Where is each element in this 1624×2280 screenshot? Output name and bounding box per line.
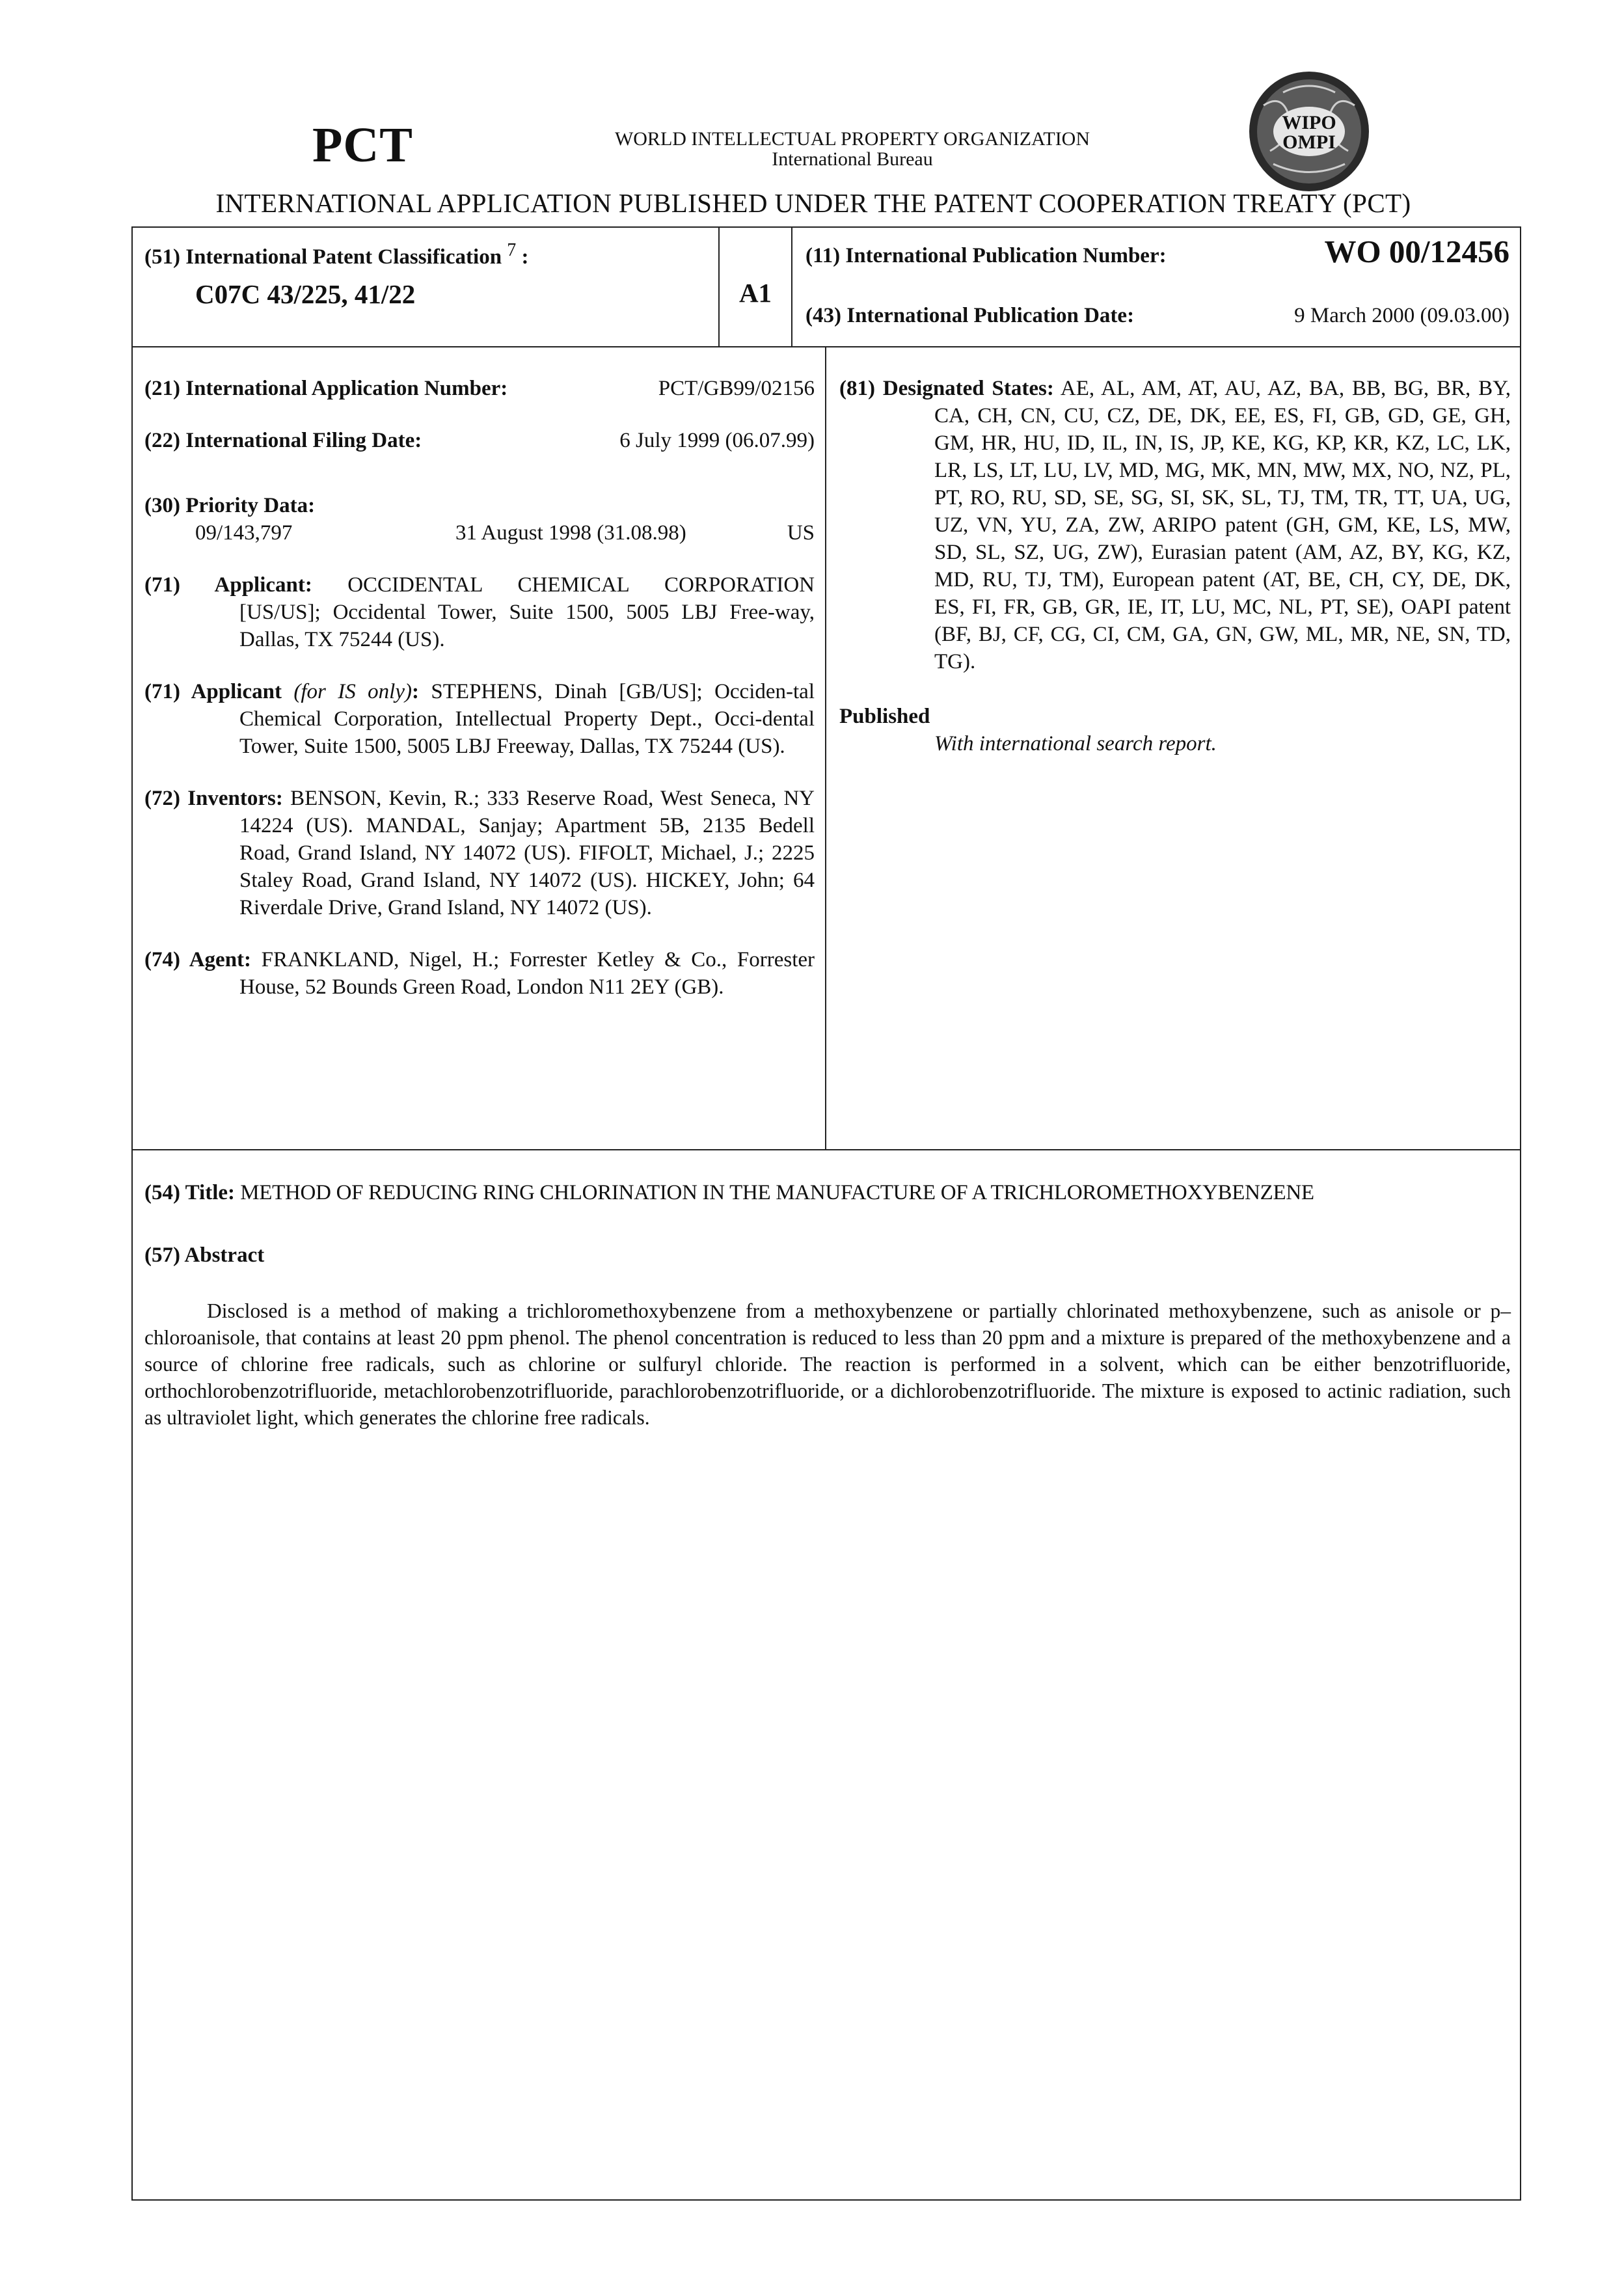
agent-block: [144, 946, 815, 1001]
publication-date-label: (43) International Publication Date:: [805, 304, 1135, 327]
designated-states-label: (81) Designated States:: [839, 377, 1054, 400]
publication-number-label: (11) International Publication Number:: [805, 244, 1167, 267]
organization-block: [573, 129, 1132, 169]
ipc-value: C07C 43/225, 41/22: [195, 279, 416, 309]
applicant-is-qualifier: (for IS only): [293, 680, 412, 703]
applicant-name: OCCIDENTAL CHEMICAL CORPORATION: [347, 573, 815, 597]
applicant-is-text: STEPHENS, Dinah [GB/US]; Occiden-tal Chemical Corporation, Intellectual Property Dept., Occi-dental Tower, Suite 1500, 5005 LBJ Freeway, Dallas, TX 75244 (US).: [239, 680, 815, 758]
application-number-row: [144, 375, 815, 402]
applicant-block: [144, 571, 815, 653]
priority-data-row: [144, 519, 815, 547]
ipc-label: [144, 237, 704, 271]
filing-date: 6 July 1999 (06.07.99): [619, 429, 815, 452]
title-label: (54) Title:: [144, 1181, 236, 1204]
designated-states-text: AE, AL, AM, AT, AU, AZ, BA, BB, BG, BR, BY, CA, CH, CN, CU, CZ, DE, DK, EE, ES, FI, GB, GD, GE, GH, GM, HR, HU, ID, IL, IN, IS, JP, KE, KG, KP, KR, KZ, LC, LK, LR, LS, LT, LU, LV, MD, MG, MK, MN, MW, MX, NO, NZ, PL, PT, RO, RU, SD, SE, SG, SI, SK, SL, TJ, TM, TR, TT, UA, UG, UZ, VN, YU, ZA, ZW, ARIPO patent (GH, GM, KE, LS, MW, SD, SL, SZ, UG, ZW), Eurasian patent (AM, AZ, BY, KG, KZ, MD, RU, TJ, TM), European patent (AT, BE, CH, CY, DE, DK, ES, FI, FR, GB, GR, IE, IT, LU, MC, NL, PT, SE), OAPI patent (BF, BJ, CF, CG, CI, CM, GA, GN, GW, ML, MR, NE, SN, TD, TG).: [934, 377, 1511, 673]
bibliographic-box: [131, 346, 1521, 1150]
priority-number: 09/143,797: [195, 521, 293, 545]
priority-date: 31 August 1998 (31.08.98): [455, 521, 686, 545]
title-row: [144, 1179, 1511, 1206]
title-text: METHOD OF REDUCING RING CHLORINATION IN THE MANUFACTURE OF A TRICHLOROMETHOXYBENZENE: [240, 1181, 1314, 1204]
filing-date-label: (22) International Filing Date:: [144, 429, 422, 452]
designated-states-block: [839, 375, 1511, 675]
application-number: PCT/GB99/02156: [658, 377, 815, 400]
published-text: With international search report.: [934, 732, 1217, 755]
pct-heading: PCT: [312, 118, 413, 172]
applicant-is-label: (71) Applicant: [144, 680, 282, 703]
ipc-colon: :: [516, 245, 529, 269]
kind-code: A1: [738, 278, 772, 308]
agent-text: FRANKLAND, Nigel, H.; Forrester Ketley & Co., Forrester House, 52 Bounds Green Road, London N11 2EY (GB).: [239, 948, 815, 999]
applicant-is-colon: :: [411, 680, 419, 703]
publication-date: 9 March 2000 (09.03.00): [1294, 304, 1509, 327]
logo-text-bottom: OMPI: [1282, 131, 1336, 153]
top-box: [131, 226, 1521, 347]
applicant-address: [US/US]; Occidental Tower, Suite 1500, 5005 LBJ Free-way, Dallas, TX 75244 (US).: [239, 601, 815, 651]
agent-label: (74) Agent:: [144, 948, 252, 971]
abstract-box: [131, 1149, 1521, 2201]
applicant-label: (71) Applicant:: [144, 573, 312, 597]
logo-text-top: WIPO: [1282, 112, 1336, 133]
inventors-label: (72) Inventors:: [144, 787, 283, 810]
abstract-text: Disclosed is a method of making a trichloromethoxybenzene from a methoxybenzene or partially chlorinated methoxybenzene, such as anisole or p–chloroanisole, that contains at least 20 ppm phenol. The phenol concentration is reduced to less than 20 ppm and a mixture is prepared of the methoxybenzene and a source of chlorine free radicals, such as chlorine or sulfuryl chloride. The reaction is performed in a solvent, which can be either benzotrifluoride, orthochlorobenzotrifluoride, metachlorobenzotrifluoride, parachlorobenzotrifluoride, or a dichlorobenzotrifluoride. The mixture is exposed to actinic radiation, such as ultraviolet light, which generates the chlorine free radicals.: [144, 1299, 1511, 1429]
publication-number: WO 00/12456: [1324, 234, 1509, 269]
priority-country: US: [787, 521, 815, 545]
applicant-is-block: [144, 678, 815, 760]
inventors-block: [144, 785, 815, 921]
application-number-label: (21) International Application Number:: [144, 377, 508, 400]
left-column: [144, 375, 815, 1001]
wipo-logo-icon: [1244, 66, 1374, 197]
right-column: [839, 375, 1511, 757]
filing-date-row: [144, 427, 815, 454]
abstract-label: (57) Abstract: [144, 1243, 265, 1267]
organization-bureau: International Bureau: [772, 148, 933, 170]
publication-banner: INTERNATIONAL APPLICATION PUBLISHED UNDER THE PATENT COOPERATION TREATY (PCT): [215, 188, 1411, 218]
inventors-text: BENSON, Kevin, R.; 333 Reserve Road, West Seneca, NY 14224 (US). MANDAL, Sanjay; Apartment 5B, 2135 Bedell Road, Grand Island, NY 14072 (US). FIFOLT, Michael, J.; 2225 Staley Road, Grand Island, NY 14072 (US). HICKEY, John; 64 Riverdale Drive, Grand Island, NY 14072 (US).: [239, 787, 815, 919]
priority-data-label: (30) Priority Data:: [144, 494, 316, 517]
ipc-label-text: (51) International Patent Classification: [144, 245, 502, 269]
published-label: Published: [839, 705, 930, 728]
ipc-edition: 7: [507, 240, 517, 260]
organization-name: WORLD INTELLECTUAL PROPERTY ORGANIZATION: [614, 128, 1090, 150]
